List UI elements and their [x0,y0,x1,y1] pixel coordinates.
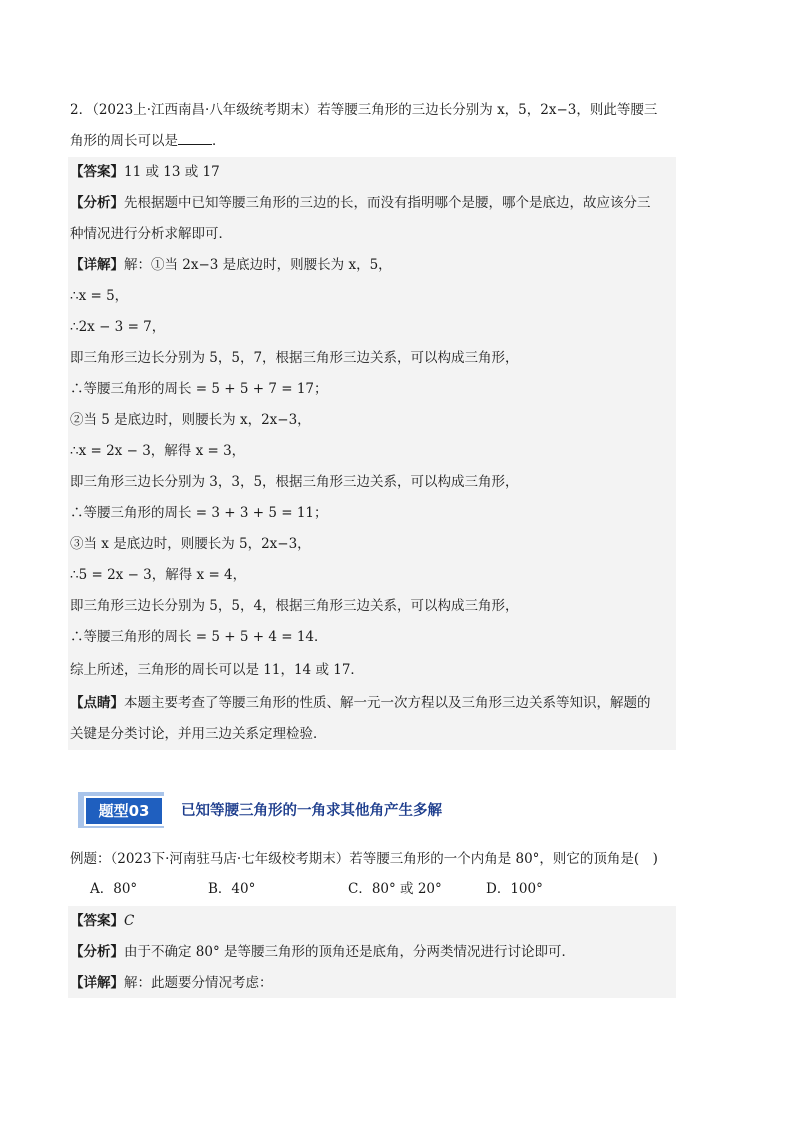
answer-line [70,157,676,188]
detail-line-1: ∴x = 5， [70,288,129,304]
detail-line-6: ∴x = 2x − 3，解得 x = 3， [70,443,246,459]
question-2-line-2 [70,126,676,157]
detail-line-12: ∴等腰三角形的周长 = 5 + 5 + 4 = 14． [70,629,328,645]
example-options [90,875,690,903]
option-b: B．40° [208,881,256,897]
detail-line-4: ∴等腰三角形的周长 = 5 + 5 + 7 = 17； [70,381,328,397]
analysis-line-2: 种情况进行分析求解即可． [70,226,232,242]
comment-label: 【点睛】 [70,695,124,711]
section-title: 已知等腰三角形的一角求其他角产生多解 [181,803,442,819]
option-a: A．80° [90,881,138,897]
detail-line-13: 综上所述，三角形的周长可以是 11，14 或 17． [70,662,364,678]
detail-line-2: ∴2x − 3 = 7， [70,319,166,335]
analysis2-label: 【分析】 [70,944,124,960]
detail-line-0 [70,250,676,281]
answer2-label: 【答案】 [70,913,124,929]
answer-blank [178,130,212,145]
detail-line-9: ③当 x 是底边时，则腰长为 5，2x−3， [70,536,311,552]
detail-line-3: 即三角形三边长分别为 5，5，7，根据三角形三边关系，可以构成三角形， [70,350,519,366]
detail-label: 【详解】 [70,257,124,273]
detail-line-8: ∴等腰三角形的周长 = 3 + 3 + 5 = 11； [70,505,328,521]
analysis-label: 【分析】 [70,195,124,211]
detail-line-7: 即三角形三边长分别为 3，3，5，根据三角形三边关系，可以构成三角形， [70,474,519,490]
option-c: C．80° 或 20° [348,881,442,897]
analysis-text-1: 先根据题中已知等腰三角形的三边的长，而没有指明哪个是腰，哪个是底边，故应该分三 [124,195,651,211]
analysis-line-1 [70,188,676,219]
question-2-line-1: 2．（2023上·江西南昌·八年级统考期末）若等腰三角形的三边长分别为 x，5，2x−3，则此等腰三 [70,102,658,118]
answer-text: 11 或 13 或 17 [124,164,220,180]
question-2-text: 角形的周长可以是 [70,133,178,149]
detail2-label: 【详解】 [70,975,124,991]
analysis2-line [70,937,676,968]
section-badge [78,790,168,830]
detail-text-0: 解：①当 2x−3 是底边时，则腰长为 x，5， [124,257,392,273]
detail2-text: 解：此题要分情况考虑： [124,975,273,991]
answer2-line [70,906,676,937]
comment-text-1: 本题主要考查了等腰三角形的性质、解一元一次方程以及三角形三边关系等知识，解题的 [124,695,651,711]
detail2-line [70,968,676,999]
detail-line-11: 即三角形三边长分别为 5，5，4，根据三角形三边关系，可以构成三角形， [70,598,519,614]
answer2-text: C [124,913,135,929]
detail-line-5: ②当 5 是底边时，则腰长为 x，2x−3， [70,412,311,428]
comment-line-2: 关键是分类讨论，并用三边关系定理检验． [70,726,327,742]
answer-label: 【答案】 [70,164,124,180]
detail-line-10: ∴5 = 2x − 3，解得 x = 4， [70,567,247,583]
analysis2-text: 由于不确定 80° 是等腰三角形的顶角还是底角，分两类情况进行讨论即可． [124,944,576,960]
comment-line-1 [70,688,676,719]
section-badge-label: 题型03 [84,796,164,826]
question-2-end: ． [212,133,226,149]
option-d: D．100° [486,881,543,897]
example-question: 例题：（2023下·河南驻马店·七年级校考期末）若等腰三角形的一个内角是 80°，则它的顶角是( ) [70,851,658,867]
